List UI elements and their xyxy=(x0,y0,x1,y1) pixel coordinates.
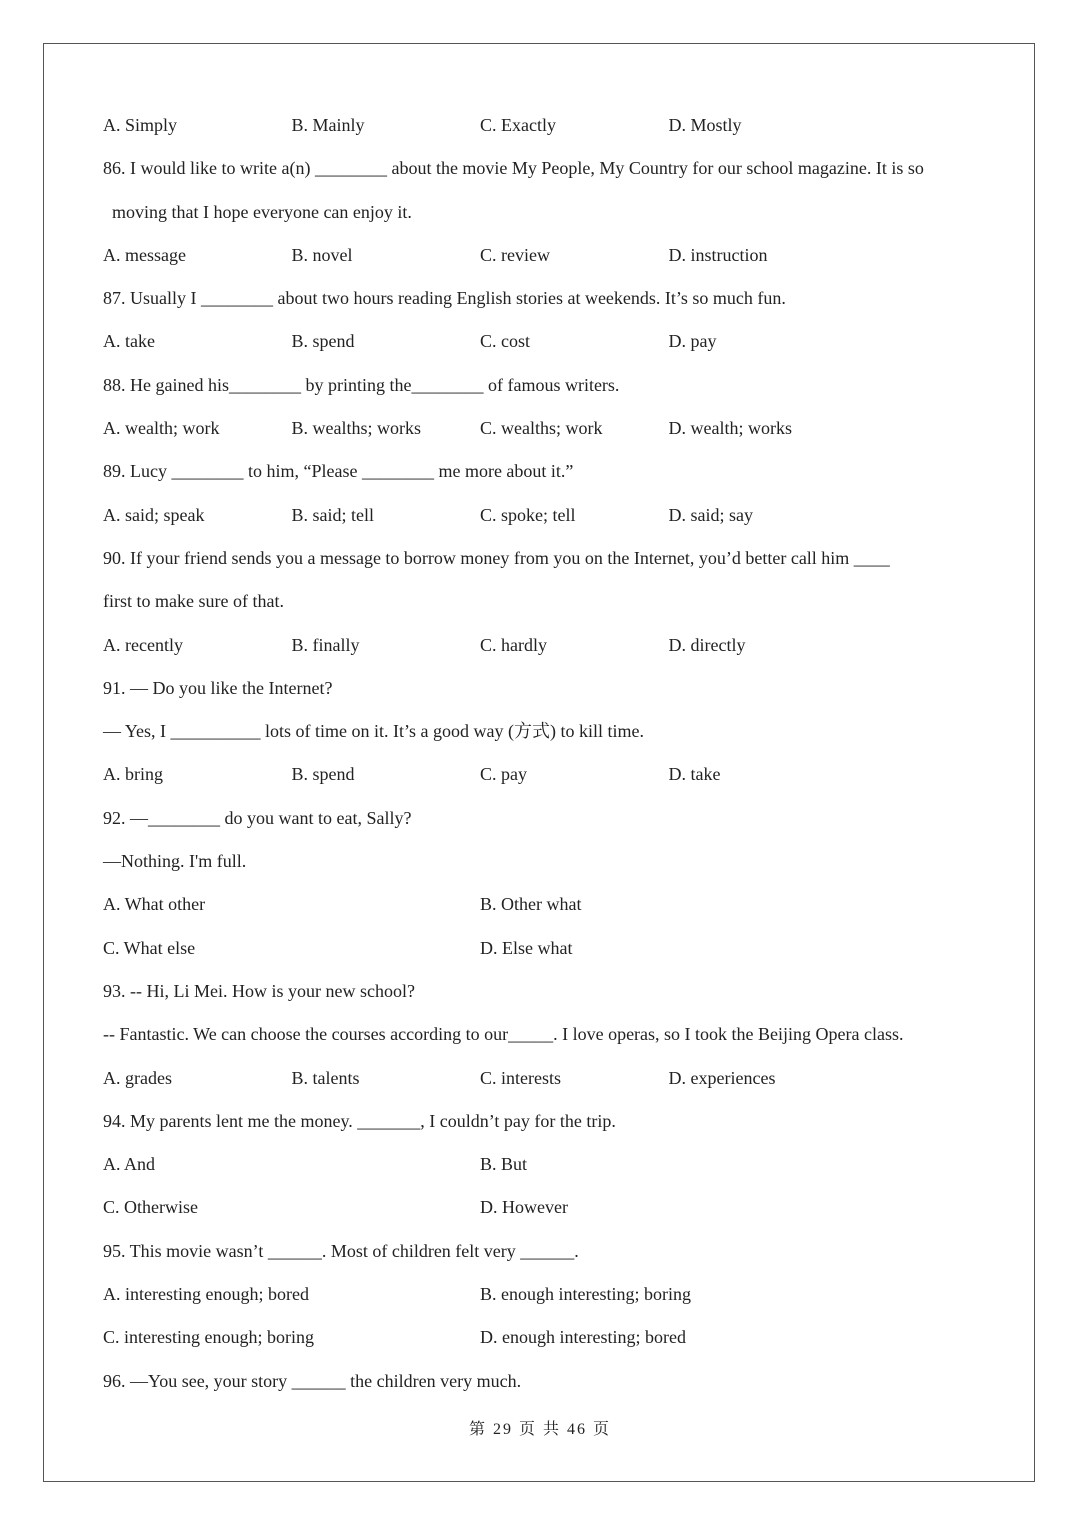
answer-option: C. What else xyxy=(103,937,196,958)
answer-option: A. interesting enough; bored xyxy=(103,1284,309,1305)
answer-option: C. interests xyxy=(480,1067,561,1088)
question-text-line: 90. If your friend sends you a message to borrow money from you on the Internet, you’d better call him ____ xyxy=(103,547,890,568)
page-footer: 第 29 页 共 46 页 xyxy=(468,1421,611,1438)
answer-option: C. hardly xyxy=(480,634,547,655)
question-text-line: 87. Usually I ________ about two hours reading English stories at weekends. It’s so much fun. xyxy=(103,288,786,309)
answer-option: B. spend xyxy=(291,331,355,352)
question-text-line: -- Fantastic. We can choose the courses according to our_____. I love operas, so I took the Beijing Opera class. xyxy=(103,1024,904,1045)
answer-option: A. recently xyxy=(103,634,183,655)
answer-option: C. pay xyxy=(480,764,527,785)
answer-option: B. spend xyxy=(291,764,355,785)
answer-option: C. Exactly xyxy=(480,115,556,135)
question-text-line: — Yes, I __________ lots of time on it. It’s a good way (方式) to kill time. xyxy=(103,721,644,742)
options-row xyxy=(103,1143,983,1186)
answer-option: C. spoke; tell xyxy=(480,504,576,525)
answer-option: D. said; say xyxy=(668,504,753,525)
options-row xyxy=(103,234,983,277)
options-row xyxy=(103,883,983,926)
answer-option: B. finally xyxy=(291,634,360,655)
options-row xyxy=(103,104,983,147)
answer-option: B. novel xyxy=(291,244,353,265)
answer-option: B. wealths; works xyxy=(291,418,421,439)
question-text-line: 91. — Do you like the Internet? xyxy=(103,677,333,698)
answer-option: A. take xyxy=(103,331,155,352)
question-text-line: 92. —________ do you want to eat, Sally? xyxy=(103,807,412,828)
answer-option: C. cost xyxy=(480,331,531,352)
options-row xyxy=(103,927,983,970)
answer-option: C. interesting enough; boring xyxy=(103,1327,314,1348)
answer-option: B. But xyxy=(480,1154,528,1175)
answer-option: B. talents xyxy=(291,1067,360,1088)
answer-option: C. review xyxy=(480,244,550,265)
options-row xyxy=(103,1273,983,1316)
options-row xyxy=(103,320,983,363)
answer-option: D. instruction xyxy=(668,244,768,265)
question-text-line: 89. Lucy ________ to him, “Please ________ me more about it.” xyxy=(103,461,574,482)
answer-option: D. pay xyxy=(668,331,717,352)
answer-option: B. said; tell xyxy=(291,504,374,525)
question-text-line: 93. -- Hi, Li Mei. How is your new school? xyxy=(103,980,415,1001)
question-text-line: 86. I would like to write a(n) ________ about the movie My People, My Country for our school magazine. It is so xyxy=(103,158,924,179)
answer-option: C. Otherwise xyxy=(103,1197,198,1218)
answer-option: D. enough interesting; bored xyxy=(480,1327,686,1348)
answer-option: B. Mainly xyxy=(291,115,365,135)
answer-option: A. grades xyxy=(103,1067,172,1088)
answer-option: A. wealth; work xyxy=(103,418,220,439)
answer-option: D. directly xyxy=(668,634,746,655)
answer-option: B. Other what xyxy=(480,894,582,915)
question-text-line: moving that I hope everyone can enjoy it. xyxy=(112,201,412,222)
question-text-line: 96. —You see, your story ______ the children very much. xyxy=(103,1370,522,1391)
answer-option: D. Mostly xyxy=(668,115,742,135)
question-text-line: first to make sure of that. xyxy=(103,591,284,612)
question-text-line: 88. He gained his________ by printing the________ of famous writers. xyxy=(103,374,620,395)
question-text-line: —Nothing. I'm full. xyxy=(103,851,247,872)
answer-option: A. And xyxy=(103,1154,156,1175)
answer-option: D. experiences xyxy=(668,1067,776,1088)
answer-option: D. However xyxy=(480,1197,568,1218)
question-text-line: 95. This movie wasn’t ______. Most of children felt very ______. xyxy=(103,1240,579,1261)
answer-option: A. said; speak xyxy=(103,504,205,525)
answer-option: A. bring xyxy=(103,764,163,785)
question-text-line: 94. My parents lent me the money. _______, I couldn’t pay for the trip. xyxy=(103,1110,616,1131)
answer-option: B. enough interesting; boring xyxy=(480,1284,691,1305)
options-row xyxy=(103,624,983,667)
answer-option: A. What other xyxy=(103,894,206,915)
options-row xyxy=(103,1186,983,1229)
answer-option: D. take xyxy=(668,764,721,785)
answer-option: D. Else what xyxy=(480,937,573,958)
answer-option: A. message xyxy=(103,244,186,265)
options-row xyxy=(103,1057,983,1100)
options-row xyxy=(103,753,983,796)
options-row xyxy=(103,407,983,450)
options-row xyxy=(103,1316,983,1359)
question-content xyxy=(103,104,983,1403)
answer-option: D. wealth; works xyxy=(668,418,792,439)
options-row xyxy=(103,494,983,537)
answer-option: C. wealths; work xyxy=(480,418,603,439)
answer-option: A. Simply xyxy=(103,115,178,135)
